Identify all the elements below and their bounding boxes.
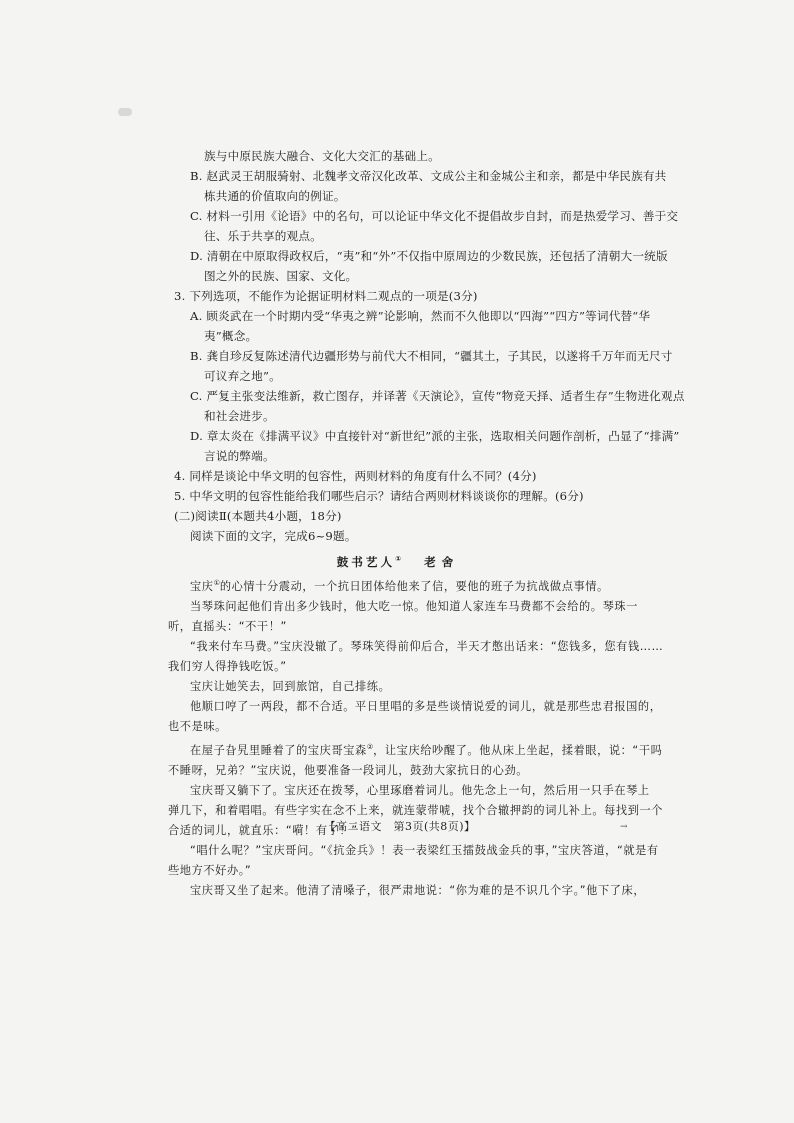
story-line	[168, 737, 663, 761]
option-text-line: 言说的弊端。	[204, 449, 275, 463]
story-line: 宝庆让她笑去，回到旅馆，自己排练。	[190, 680, 391, 693]
story-author: 老舍	[424, 555, 460, 569]
story-line: 不睡呀，兄弟？”宝庆说，他要准备一段词儿，鼓劲大家抗日的心劲。	[168, 764, 529, 777]
story-line	[168, 573, 628, 597]
story-text: 在屋子旮旯里睡着了的宝庆哥宝森	[190, 744, 367, 757]
q3-option-a: A. 顾炎武在一个时期内受“华夷之辨”论影响，然而不久他即以“四海”“四方”等词代替“华	[190, 309, 651, 323]
page-footer: 【高二语文 第3页(共8页)】	[324, 820, 476, 833]
story-line: “唱什么呢？”宝庆哥问。“《抗金兵》！表一表梁红玉擂鼓战金兵的事，”宝庆答道，“就是有	[190, 844, 659, 857]
scan-smudge	[118, 108, 132, 116]
story-line: 合适的词儿，就直乐：“嗬！有了！”	[168, 824, 358, 837]
footnote-mark: ①	[395, 555, 402, 563]
story-text: 的心情十分震动，一个抗日团体给他来了信，要他的班子为抗战做点事情。	[219, 580, 609, 593]
q3-option-c: C. 严复主张变法维新，救亡图存，并译著《天演论》，宣传“物竞天择、适者生存”生物进化观点	[190, 389, 685, 403]
question-3: 3. 下列选项，不能作为论据证明材料二观点的一项是(3分)	[174, 289, 478, 303]
story-line: 也不是味。	[168, 720, 227, 733]
story-title	[168, 549, 628, 572]
question-5: 5. 中华文明的包容性能给我们哪些启示？请结合两则材料谈谈你的理解。(6分)	[174, 489, 584, 503]
option-b: B. 赵武灵王胡服骑射、北魏孝文帝汉化改革、文成公主和金城公主和亲，都是中华民族有共	[190, 169, 667, 183]
q3-option-d: D. 章太炎在《排满平议》中直接针对“新世纪”派的主张，选取相关问题作剖析，凸显了“排满”	[190, 429, 680, 443]
option-text-line: 栋共通的价值取向的例证。	[204, 189, 346, 203]
option-c: C. 材料一引用《论语》中的名句，可以论证中华文化不提倡故步自封，而是热爱学习、善于交	[190, 209, 679, 223]
page-content	[168, 146, 685, 901]
option-text-line: 族与中原民族大融合、文化大交汇的基础上。	[204, 149, 440, 163]
question-4: 4. 同样是谈论中华文明的包容性，两则材料的角度有什么不同？(4分)	[174, 469, 537, 483]
option-text-line: 往、乐于共享的观点。	[204, 229, 322, 243]
story-text: 宝庆	[190, 580, 214, 593]
reading-instruction: 阅读下面的文字，完成6~9题。	[190, 529, 357, 543]
option-text-line: 和社会进步。	[204, 409, 275, 423]
story-title-text: 鼓书艺人	[336, 555, 396, 569]
story-line: 他顺口哼了一两段，都不合适。平日里唱的多是些谈情说爱的词儿，就是那些忠君报国的，	[190, 700, 662, 713]
story-text: ，让宝庆给吵醒了。他从床上坐起，揉着眼，说：“干吗	[373, 744, 663, 757]
story-line: “我来付车马费。”宝庆没辙了。琴珠笑得前仰后合，半天才憋出话来：“您钱多，您有钱……	[190, 640, 664, 653]
footnote-mark: ①	[213, 579, 220, 587]
story-line: 些地方不好办。”	[168, 864, 252, 877]
story-line: 弹几下，和着唱唱。有些字实在念不上来，就连蒙带唬，找个合辙押韵的词儿补上。每找到一个	[168, 804, 664, 817]
story-line: 我们穷人得挣钱吃饭。”	[168, 660, 287, 673]
option-text-line: 夷”概念。	[204, 329, 258, 343]
section-heading: (二)阅读Ⅱ(本题共4小题，18分)	[174, 509, 342, 523]
story-line: 宝庆哥又躺下了。宝庆还在拨琴，心里琢磨着词儿。他先念上一句，然后用一只手在琴上	[190, 784, 650, 797]
option-text-line: 可议弃之地”。	[204, 369, 281, 383]
q3-option-b: B. 龚自珍反复陈述清代边疆形势与前代大不相同，“疆其土，子其民，以遂将千万年而无尺寸	[190, 349, 673, 363]
story-line: 宝庆哥又坐了起来。他清了清嗓子，很严肃地说：“你为难的是不识几个字。”他下了床，	[190, 884, 646, 897]
story-body	[168, 573, 664, 901]
footnote-mark: ②	[366, 743, 374, 751]
option-text-line: 图之外的民族、国家、文化。	[204, 269, 358, 283]
option-d: D. 清朝在中原取得政权后，“夷”和“外”不仅指中原周边的少数民族，还包括了清朝大一统版	[190, 249, 668, 263]
arrow-icon: →	[620, 822, 628, 832]
story-line: 听，直摇头：“不干！”	[168, 620, 287, 633]
story-line: 当琴珠问起他们肯出多少钱时，他大吃一惊。他知道人家连车马费都不会给的。琴珠一	[190, 600, 638, 613]
